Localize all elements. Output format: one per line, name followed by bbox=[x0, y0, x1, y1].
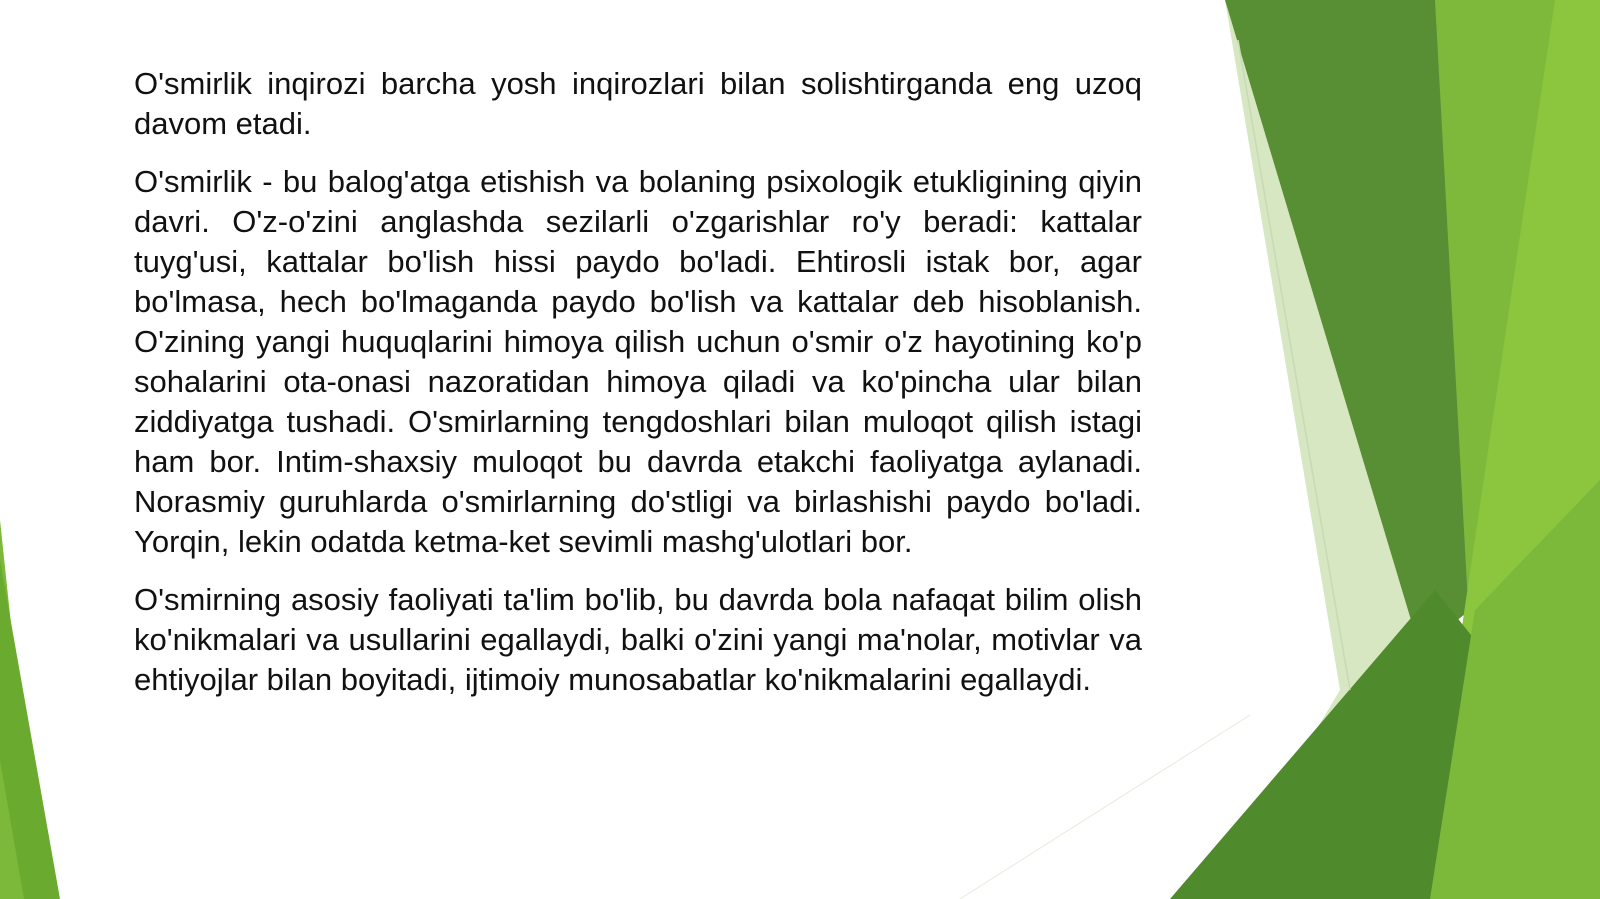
paragraph-1: O'smirlik inqirozi barcha yosh inqirozlari bilan solishtirganda eng uzoq davom etadi. bbox=[134, 66, 1142, 141]
facet-deep-bottom-right bbox=[1170, 590, 1475, 899]
slide-text-body bbox=[134, 64, 1142, 718]
paragraph-3: O'smirning asosiy faoliyati ta'lim bo'lib, bu davrda bola nafaqat bilim olish ko'nikmalari va usullarini egallaydi, balki o'zini yangi ma'nolar, motivlar va ehtiyojlar bilan boyitadi, ijtimoiy munosabatlar ko'nikmalarini egallaydi. bbox=[134, 582, 1142, 697]
paragraph-2: O'smirlik - bu balog'atga etishish va bolaning psixologik etukligining qiyin davri. O'z-o'zini anglashda sezilarli o'zgarishlar ro'y beradi: kattalar tuyg'usi, kattalar bo'lish hissi paydo bo'ladi. Ehtirosli istak bor, agar bo'lmasa, hech bo'lmaganda paydo bo'lish va kattalar deb hisoblanish. O'zining yangi huquqlarini himoya qilish uchun o'smir o'z hayotining ko'p sohalarini ota-onasi nazoratidan himoya qiladi va ko'pincha ular bilan ziddiyatga tushadi. O'smirlarning tengdoshlari bilan muloqot qilish istagi ham bor. Intim-shaxsiy muloqot bu davrda etakchi faoliyatga aylanadi. Norasmiy guruhlarda o'smirlarning do'stligi va birlashishi paydo bo'ladi. Yorqin, lekin odatda ketma-ket sevimli mashg'ulotlari bor. bbox=[134, 164, 1142, 559]
